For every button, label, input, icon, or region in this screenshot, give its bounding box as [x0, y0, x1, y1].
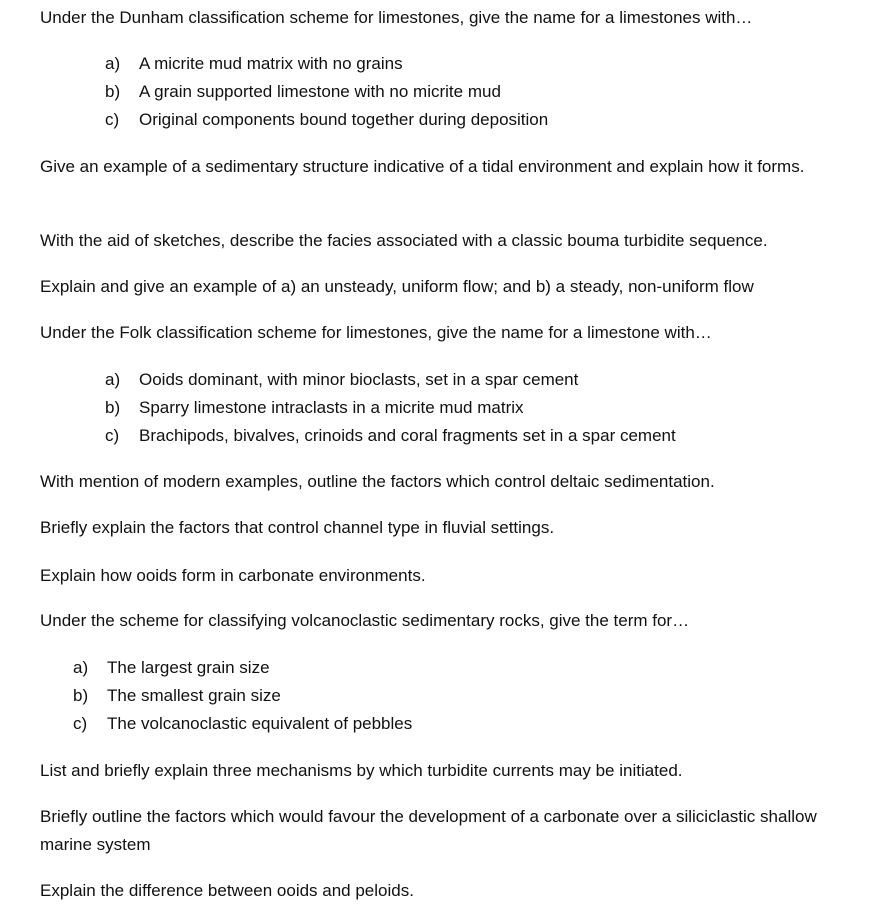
list-item [105, 422, 676, 450]
item-label: b) [73, 686, 89, 705]
item-text: Ooids dominant, with minor bioclasts, set in a spar cement [139, 370, 579, 389]
list-item [105, 78, 501, 106]
question-turbidite-initiation: List and briefly explain three mechanisms by which turbidite currents may be initiated. [40, 761, 683, 780]
item-label: a) [73, 658, 89, 677]
item-text: The largest grain size [107, 658, 270, 677]
item-label: a) [105, 370, 121, 389]
item-text: A micrite mud matrix with no grains [139, 54, 403, 73]
list-item [73, 654, 270, 682]
item-label: b) [105, 82, 121, 101]
question-bouma-turbidite: With the aid of sketches, describe the facies associated with a classic bouma turbidite sequence. [40, 231, 768, 250]
item-label: c) [105, 110, 120, 129]
question-ooids-peloids: Explain the difference between ooids and peloids. [40, 881, 414, 900]
question-dunham: Under the Dunham classification scheme for limestones, give the name for a limestones with… [40, 8, 753, 27]
item-text: A grain supported limestone with no micrite mud [139, 82, 501, 101]
item-label: a) [105, 54, 121, 73]
question-ooids-form: Explain how ooids form in carbonate environments. [40, 566, 426, 585]
item-text: The volcanoclastic equivalent of pebbles [107, 714, 413, 733]
question-volcanoclastic: Under the scheme for classifying volcanoclastic sedimentary rocks, give the term for… [40, 611, 690, 630]
item-text: The smallest grain size [107, 686, 281, 705]
question-deltaic: With mention of modern examples, outline the factors which control deltaic sedimentation. [40, 472, 715, 491]
item-text: Sparry limestone intraclasts in a micrite mud matrix [139, 398, 524, 417]
list-item [105, 50, 403, 78]
list-item [73, 710, 412, 738]
list-item [105, 394, 524, 422]
question-flow-types: Explain and give an example of a) an unsteady, uniform flow; and b) a steady, non-uniform flow [40, 277, 754, 296]
item-label: b) [105, 398, 121, 417]
list-item [105, 106, 548, 134]
item-text: Original components bound together during deposition [139, 110, 549, 129]
question-carbonate-vs-siliciclastic: Briefly outline the factors which would favour the development of a carbonate over a siliciclastic shallow marine system [40, 807, 817, 854]
question-folk: Under the Folk classification scheme for limestones, give the name for a limestone with… [40, 323, 712, 342]
question-fluvial-channel: Briefly explain the factors that control channel type in fluvial settings. [40, 518, 555, 537]
item-text: Brachipods, bivalves, crinoids and coral fragments set in a spar cement [139, 426, 676, 445]
question-tidal-structure: Give an example of a sedimentary structure indicative of a tidal environment and explain how it forms. [40, 157, 805, 176]
item-label: c) [73, 714, 88, 733]
list-item [73, 682, 281, 710]
list-item [105, 366, 578, 394]
item-label: c) [105, 426, 120, 445]
